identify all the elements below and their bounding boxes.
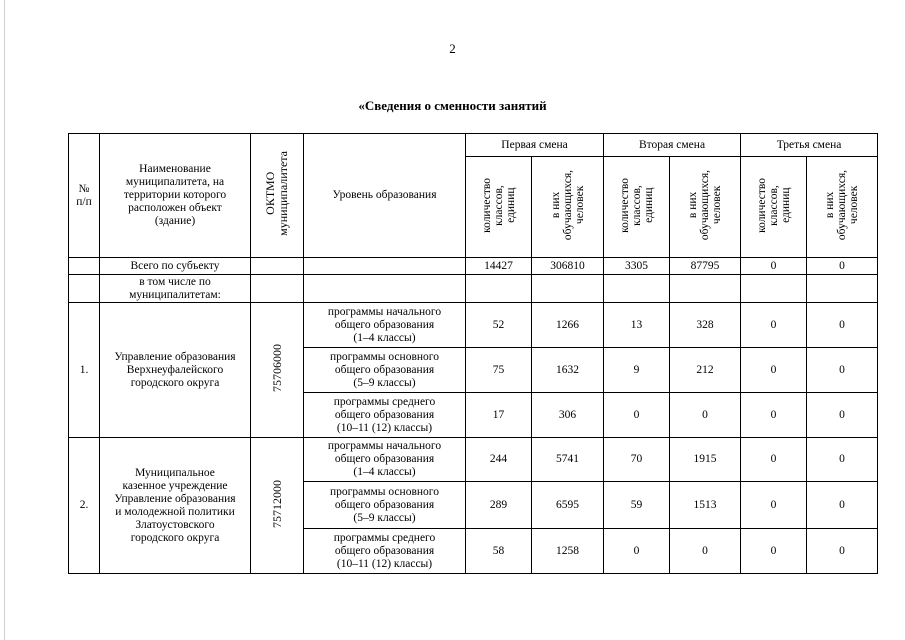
including-label: в том числе по муниципалитетам:: [100, 275, 251, 303]
document-title: «Сведения о сменности занятий: [358, 98, 547, 113]
value-cell: 0: [741, 438, 807, 482]
education-level: программы среднего общего образования (10–11 (12) классы): [304, 393, 466, 438]
value-cell: 328: [670, 303, 741, 348]
value-cell: 9: [604, 348, 670, 393]
header-shift-3-classes: количество классов, единиц: [741, 157, 807, 258]
header-shift-3: Третья смена: [741, 134, 878, 157]
value-cell: 0: [807, 482, 878, 529]
shift-table: [68, 133, 878, 574]
value-cell: 75: [466, 348, 532, 393]
municipality-name: Муниципальное казенное учреждение Управление образования и молодежной политики Златоустовского городского округа: [100, 438, 251, 574]
total-value: 87795: [670, 258, 741, 275]
header-oktmo: ОКТМО муниципалитета: [251, 134, 304, 258]
value-cell: 0: [807, 348, 878, 393]
value-cell: 52: [466, 303, 532, 348]
education-level: программы начального общего образования (1–4 классы): [304, 303, 466, 348]
including-row: [69, 275, 878, 303]
value-cell: 1258: [532, 529, 604, 574]
value-cell: 1266: [532, 303, 604, 348]
value-cell: 0: [604, 393, 670, 438]
value-cell: 306: [532, 393, 604, 438]
municipality-number: 1.: [69, 303, 100, 438]
value-cell: 1513: [670, 482, 741, 529]
value-cell: 212: [670, 348, 741, 393]
value-cell: 0: [741, 393, 807, 438]
page-edge-line: [4, 0, 5, 640]
value-cell: 59: [604, 482, 670, 529]
total-value: 0: [741, 258, 807, 275]
header-shift-2-students: в них обучающихся, человек: [670, 157, 741, 258]
header-shift-2-classes: количество классов, единиц: [604, 157, 670, 258]
value-cell: 0: [604, 529, 670, 574]
total-value: 0: [807, 258, 878, 275]
value-cell: 17: [466, 393, 532, 438]
total-value: 14427: [466, 258, 532, 275]
total-label: Всего по субъекту: [100, 258, 251, 275]
value-cell: 1915: [670, 438, 741, 482]
municipality-oktmo: 75706000: [251, 303, 304, 438]
education-level: программы начального общего образования (1–4 классы): [304, 438, 466, 482]
value-cell: 0: [807, 393, 878, 438]
total-value: 3305: [604, 258, 670, 275]
value-cell: 58: [466, 529, 532, 574]
education-level: программы основного общего образования (5–9 классы): [304, 482, 466, 529]
education-level: программы основного общего образования (5–9 классы): [304, 348, 466, 393]
value-cell: 0: [807, 303, 878, 348]
total-value: 306810: [532, 258, 604, 275]
municipality-name: Управление образования Верхнеуфалейского городского округа: [100, 303, 251, 438]
value-cell: 244: [466, 438, 532, 482]
education-level: программы среднего общего образования (10–11 (12) классы): [304, 529, 466, 574]
value-cell: 6595: [532, 482, 604, 529]
municipality-number: 2.: [69, 438, 100, 574]
page-number: 2: [449, 41, 456, 56]
header-shift-1-students: в них обучающихся, человек: [532, 157, 604, 258]
value-cell: 0: [741, 529, 807, 574]
table-row: [69, 303, 878, 348]
value-cell: 0: [741, 348, 807, 393]
header-shift-2: Вторая смена: [604, 134, 741, 157]
table-row: [69, 438, 878, 482]
header-municipality-name: Наименование муниципалитета, на территории которого расположен объект (здание): [100, 134, 251, 258]
total-row: [69, 258, 878, 275]
value-cell: 70: [604, 438, 670, 482]
value-cell: 0: [670, 529, 741, 574]
header-education-level: Уровень образования: [304, 134, 466, 258]
value-cell: 13: [604, 303, 670, 348]
header-shift-3-students: в них обучающихся, человек: [807, 157, 878, 258]
value-cell: 5741: [532, 438, 604, 482]
value-cell: 0: [807, 438, 878, 482]
value-cell: 0: [807, 529, 878, 574]
header-shift-1: Первая смена: [466, 134, 604, 157]
header-num: № п/п: [69, 134, 100, 258]
value-cell: 1632: [532, 348, 604, 393]
municipality-oktmo: 75712000: [251, 438, 304, 574]
header-shift-1-classes: количество классов, единиц: [466, 157, 532, 258]
value-cell: 0: [741, 303, 807, 348]
value-cell: 0: [741, 482, 807, 529]
value-cell: 289: [466, 482, 532, 529]
value-cell: 0: [670, 393, 741, 438]
